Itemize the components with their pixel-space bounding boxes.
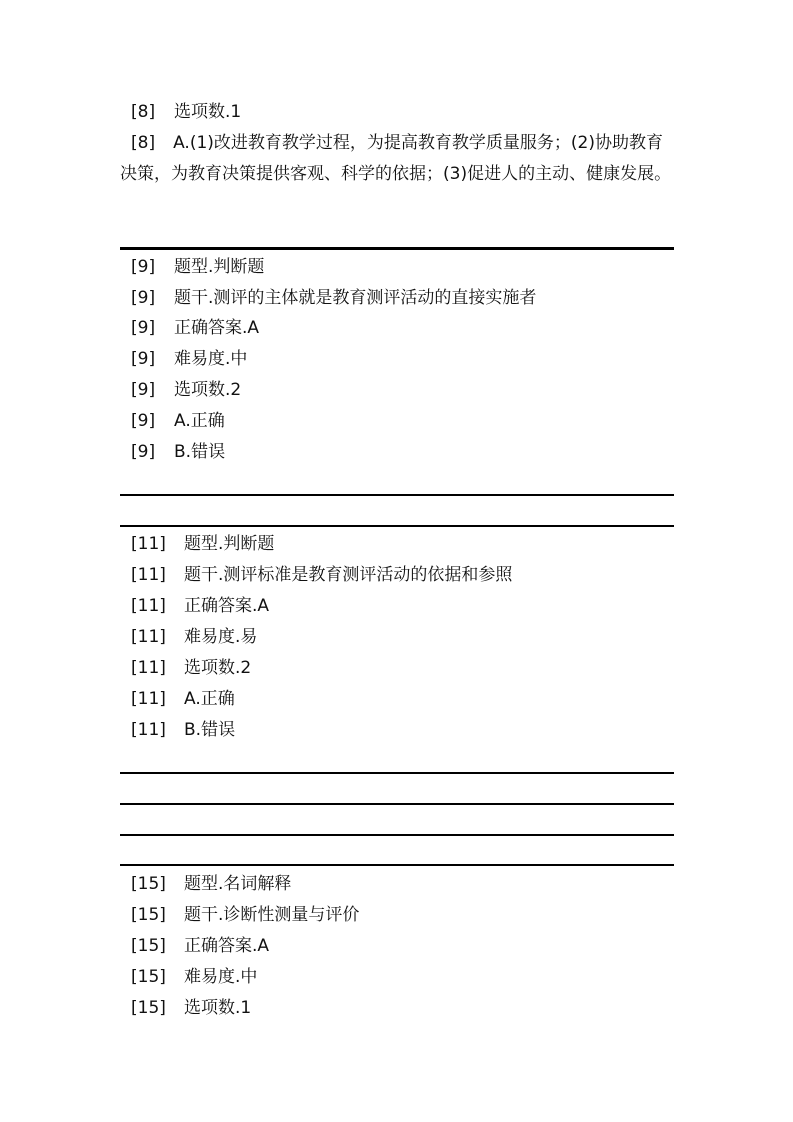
q15-tag: [15] [131,905,166,925]
q9-tag: [9] [131,288,156,308]
q11-tag: [11] [131,596,166,616]
q11-tag: [11] [131,534,166,554]
q15-tag: [15] [131,874,166,894]
section-divider [120,494,674,496]
q15-stem: 题干.诊断性测量与评价 [184,905,360,925]
section-divider [120,525,674,527]
q9-answer: 正确答案.A [174,318,260,338]
q11-option-a: A.正确 [184,689,235,709]
q9-tag: [9] [131,442,156,462]
q9-options-count: 选项数.2 [174,380,242,400]
q8-tag: [8] [131,102,156,122]
section-divider [120,247,674,250]
q15-tag: [15] [131,967,166,987]
section-divider [120,772,674,774]
q15-answer: 正确答案.A [184,936,270,956]
q11-answer: 正确答案.A [184,596,270,616]
q11-tag: [11] [131,689,166,709]
q9-question-type: 题型.判断题 [174,257,265,277]
q8-tag: [8] [131,133,156,153]
q11-tag: [11] [131,627,166,647]
q11-tag: [11] [131,720,166,740]
q9-stem: 题干.测评的主体就是教育测评活动的直接实施者 [174,288,537,308]
q11-stem: 题干.测评标准是教育测评活动的依据和参照 [184,565,513,585]
section-divider [120,834,674,836]
q8-options-count-text: 选项数.1 [174,102,242,122]
q9-tag: [9] [131,318,156,338]
q8-option-a [120,128,676,190]
q11-options-count: 选项数.2 [184,658,252,678]
q9-tag: [9] [131,411,156,431]
q9-difficulty: 难易度.中 [174,349,248,369]
q8-option-a-rest: 育决策，为教育决策提供客观、科学的依据；(3)促进人的主动、健康发展。 [120,133,672,184]
q15-tag: [15] [131,936,166,956]
q9-tag: [9] [131,349,156,369]
q8-option-a-lead: A.(1)改进教育教学过程，为提高教育教学质量服务；(2)协助教 [173,133,646,153]
q11-question-type: 题型.判断题 [184,534,275,554]
q11-tag: [11] [131,565,166,585]
q15-difficulty: 难易度.中 [184,967,258,987]
q9-option-a: A.正确 [174,411,225,431]
q15-question-type: 题型.名词解释 [184,874,292,894]
q11-tag: [11] [131,658,166,678]
q9-option-b: B.错误 [174,442,226,462]
q15-options-count: 选项数.1 [184,998,252,1018]
q9-tag: [9] [131,257,156,277]
section-divider [120,864,674,866]
q9-tag: [9] [131,380,156,400]
q11-difficulty: 难易度.易 [184,627,258,647]
q15-tag: [15] [131,998,166,1018]
section-divider [120,803,674,805]
q11-option-b: B.错误 [184,720,236,740]
